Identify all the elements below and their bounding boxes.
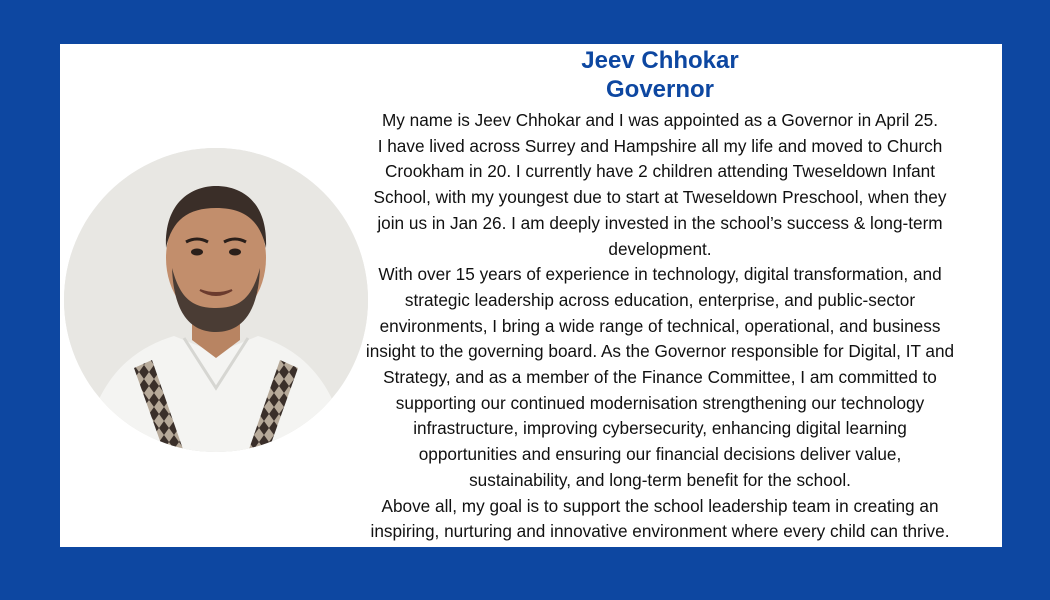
profile-card <box>60 44 1002 547</box>
person-name: Jeev Chhokar <box>581 47 739 74</box>
bio-paragraph-1: My name is Jeev Chhokar and I was appointed as a Governor in April 25. I have lived across Surrey and Hampshire all my life and moved to Church Crookham in 20. I currently have 2 children attending Tweseldown Infant School, with my youngest due to start at Tweseldown Preschool, when they join us in Jan 26. I am deeply invested in the school’s success & long-term development. <box>373 110 947 259</box>
bio-paragraph-3: Above all, my goal is to support the school leadership team in creating an inspiring, nurturing and innovative environment where every child can thrive. <box>370 495 950 542</box>
profile-text <box>315 44 1005 547</box>
person-role: Governor <box>605 76 715 103</box>
bio-paragraph-2: With over 15 years of experience in technology, digital transformation, and strategic leadership across education, enterprise, and public-sector environments, I bring a wide range of technical, operational, and business insight to the governing board. As the Governor responsible for Digital, IT and Strategy, and as a member of the Finance Committee, I am committed to supporting our continued modernisation strengthening our technology infrastructure, improving cybersecurity, enhancing digital learning opportunities and ensuring our financial decisions deliver value, sustainability, and long-term benefit for the school. <box>365 264 955 490</box>
